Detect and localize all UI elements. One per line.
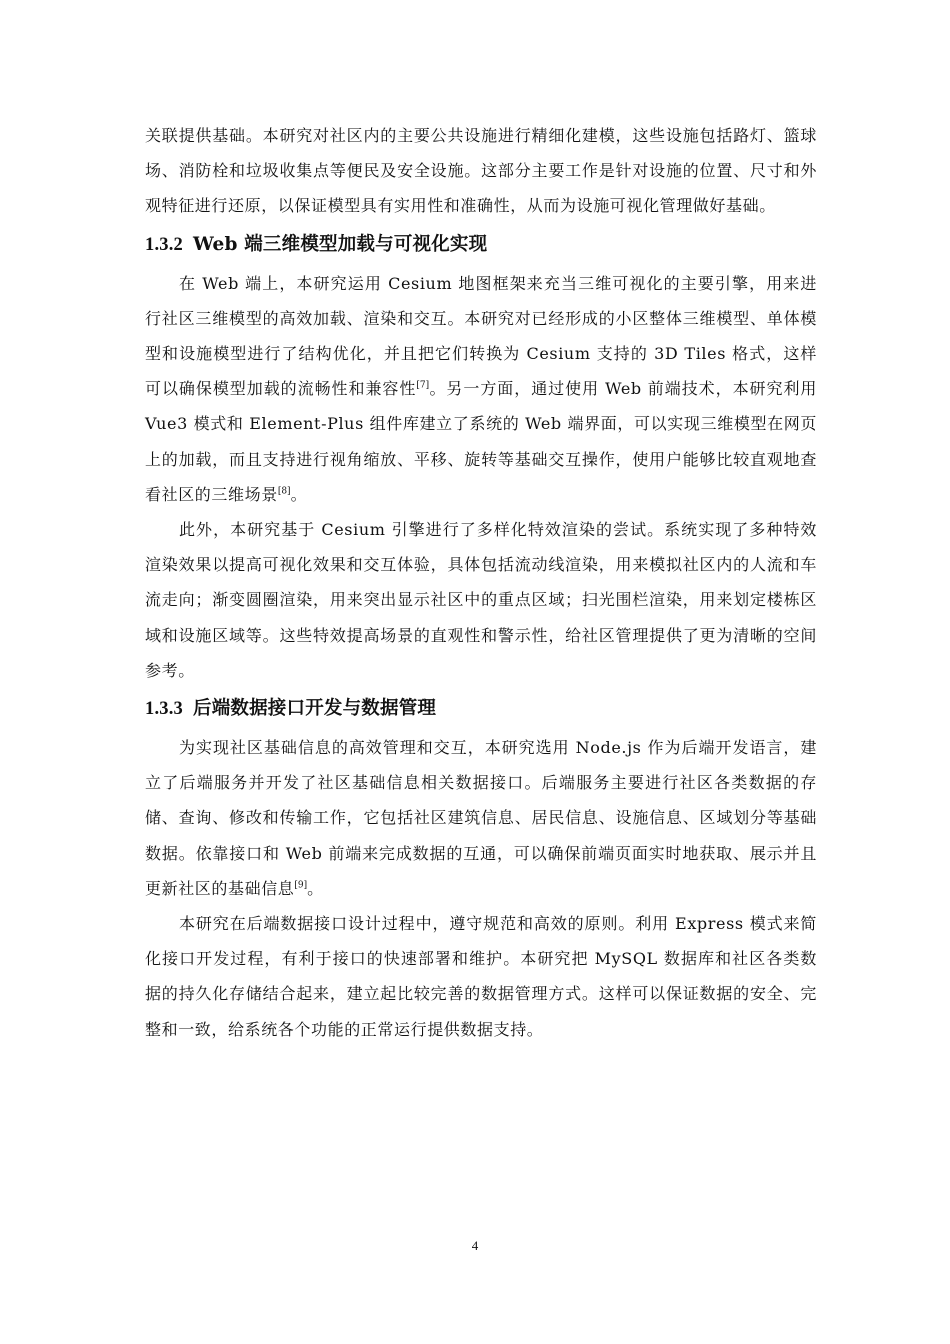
- section-heading-1-3-3: [145, 688, 817, 730]
- document-body: [145, 118, 817, 1047]
- paragraph-intro: 关联提供基础。本研究对社区内的主要公共设施进行精细化建模，这些设施包括路灯、篮球场、消防栓和垃圾收集点等便民及安全设施。这部分主要工作是针对设施的位置、尺寸和外观特征进行还原，以保证模型具有实用性和准确性，从而为设施可视化管理做好基础。: [145, 126, 817, 216]
- section-title: Web 端三维模型加载与可视化实现: [193, 233, 488, 255]
- page-number: 4: [471, 1238, 479, 1253]
- citation-7: [7]: [416, 380, 430, 391]
- citation-8: [8]: [277, 486, 291, 497]
- section-number: 1.3.2: [145, 234, 183, 255]
- paragraph-interface-design: 本研究在后端数据接口设计过程中，遵守规范和高效的原则。利用 Express 模式来简化接口开发过程，有利于接口的快速部署和维护。本研究把 MySQL 数据库和社区各类数据的持久化存储结合起来，建立起比较完善的数据管理方式。这样可以保证数据的安全、完整和一致，给系统各个功能的正常运行提供数据支持。: [145, 914, 817, 1039]
- section-title: 后端数据接口开发与数据管理: [193, 698, 437, 720]
- paragraph-text: 。: [290, 484, 308, 504]
- section-heading-1-3-2: [145, 224, 817, 266]
- paragraph-text: 。: [307, 878, 324, 898]
- paragraph-text: 为实现社区基础信息的高效管理和交互，本研究选用 Node.js 作为后端开发语言，建立了后端服务并开发了社区基础信息相关数据接口。后端服务主要进行社区各类数据的存储、查询、修改和传输工作，它包括社区建筑信息、居民信息、设施信息、区域划分等基础数据。依靠接口和 Web 前端来完成数据的互通，可以确保前端页面实时地获取、展示并且更新社区的基础信息: [145, 738, 817, 898]
- paragraph-backend: [145, 730, 817, 906]
- section-number: 1.3.3: [145, 699, 183, 720]
- paragraph-text: 。另一方面，通过使用 Web 前端技术，本研究利用 Vue3 模式和 Element-Plus 组件库建立了系统的 Web 端界面，可以实现三维模型在网页上的加载，而且支持进行视角缩放、平移、旋转等基础交互操作，使用户能够比较直观地查看社区的三维场景: [145, 379, 817, 504]
- citation-9: [9]: [294, 880, 308, 891]
- paragraph-text: 在 Web 端上，本研究运用 Cesium 地图框架来充当三维可视化的主要引擎，用来进行社区三维模型的高效加载、渲染和交互。本研究对已经形成的小区整体三维模型、单体模型和设施模型进行了结构优化，并且把它们转换为 Cesium 支持的 3D Tiles 格式，这样可以确保模型加载的流畅性和兼容性: [145, 273, 817, 399]
- paragraph-effects: 此外，本研究基于 Cesium 引擎进行了多样化特效渲染的尝试。系统实现了多种特效渲染效果以提高可视化效果和交互体验，具体包括流动线渲染，用来模拟社区内的人流和车流走向；渐变圆圈渲染，用来突出显示社区中的重点区域；扫光围栏渲染，用来划定楼栋区域和设施区域等。这些特效提高场景的直观性和警示性，给社区管理提供了更为清晰的空间参考。: [145, 520, 817, 680]
- paragraph-web-loading: [145, 266, 817, 512]
